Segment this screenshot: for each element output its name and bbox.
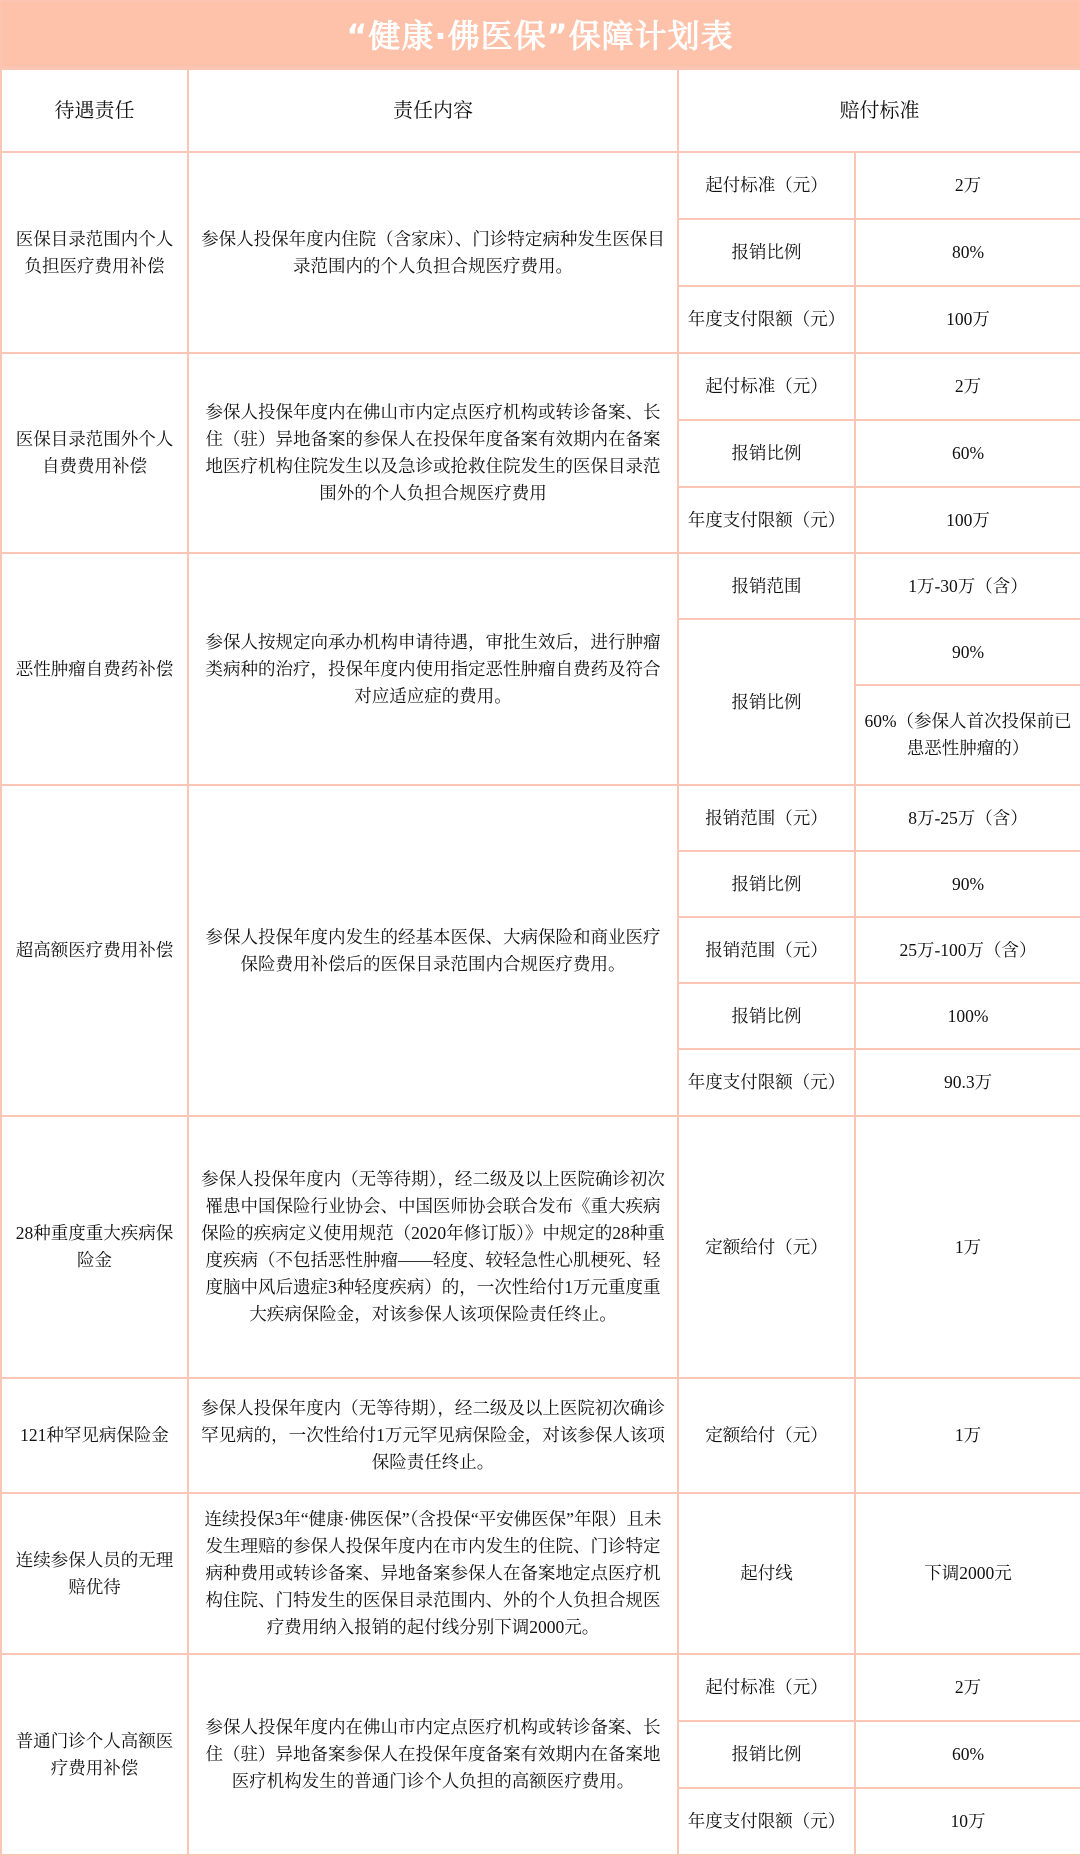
standard-label: 定额给付（元） bbox=[678, 1378, 855, 1493]
standard-label: 起付标准（元） bbox=[678, 353, 855, 420]
standard-value: 60%（参保人首次投保前已患恶性肿瘤的） bbox=[855, 685, 1080, 785]
coverage-table bbox=[0, 68, 1080, 1856]
benefit-name: 医保目录范围内个人负担医疗费用补偿 bbox=[1, 152, 188, 353]
standard-value: 60% bbox=[855, 1721, 1080, 1788]
benefit-name: 普通门诊个人高额医疗费用补偿 bbox=[1, 1654, 188, 1855]
standard-label: 报销比例 bbox=[678, 219, 855, 286]
header-standard: 赔付标准 bbox=[678, 69, 1080, 152]
standard-value: 2万 bbox=[855, 152, 1080, 219]
standard-value: 2万 bbox=[855, 1654, 1080, 1721]
benefit-name: 28种重度重大疾病保险金 bbox=[1, 1116, 188, 1378]
benefit-name: 连续参保人员的无理赔优待 bbox=[1, 1493, 188, 1654]
benefit-name: 超高额医疗费用补偿 bbox=[1, 785, 188, 1116]
standard-label: 年度支付限额（元） bbox=[678, 487, 855, 553]
standard-label: 报销比例 bbox=[678, 1721, 855, 1788]
standard-label: 报销比例 bbox=[678, 420, 855, 487]
standard-value: 100% bbox=[855, 983, 1080, 1049]
standard-value: 100万 bbox=[855, 487, 1080, 553]
table-row bbox=[1, 1378, 1080, 1493]
standard-value: 90.3万 bbox=[855, 1049, 1080, 1116]
standard-value: 下调2000元 bbox=[855, 1493, 1080, 1654]
benefit-content: 参保人投保年度内在佛山市内定点医疗机构或转诊备案、长住（驻）异地备案参保人在投保年度备案有效期内在备案地医疗机构发生的普通门诊个人负担的高额医疗费用。 bbox=[188, 1654, 678, 1855]
benefit-content: 连续投保3年“健康·佛医保”（含投保“平安佛医保”年限）且未发生理赔的参保人投保年度内在市内发生的住院、门诊特定病种费用或转诊备案、异地备案参保人在备案地定点医疗机构住院、门特发生的医保目录范围内、外的个人负担合规医疗费用纳入报销的起付线分别下调2000元。 bbox=[188, 1493, 678, 1654]
standard-label: 定额给付（元） bbox=[678, 1116, 855, 1378]
table-row bbox=[1, 353, 1080, 420]
benefit-content: 参保人投保年度内住院（含家床）、门诊特定病种发生医保目录范围内的个人负担合规医疗费用。 bbox=[188, 152, 678, 353]
benefit-content: 参保人投保年度内（无等待期），经二级及以上医院初次确诊罕见病的，一次性给付1万元罕见病保险金，对该参保人该项保险责任终止。 bbox=[188, 1378, 678, 1493]
table-row bbox=[1, 553, 1080, 619]
table-row bbox=[1, 1654, 1080, 1721]
standard-value: 80% bbox=[855, 219, 1080, 286]
standard-label: 年度支付限额（元） bbox=[678, 1049, 855, 1116]
standard-value: 90% bbox=[855, 851, 1080, 917]
standard-value: 10万 bbox=[855, 1788, 1080, 1855]
standard-label: 报销范围（元） bbox=[678, 917, 855, 983]
standard-value: 1万 bbox=[855, 1378, 1080, 1493]
standard-label: 年度支付限额（元） bbox=[678, 286, 855, 353]
table-title: “健康·佛医保”保障计划表 bbox=[0, 0, 1080, 68]
benefit-content: 参保人按规定向承办机构申请待遇，审批生效后，进行肿瘤类病种的治疗，投保年度内使用指定恶性肿瘤自费药及符合对应适应症的费用。 bbox=[188, 553, 678, 785]
standard-label: 报销比例 bbox=[678, 983, 855, 1049]
standard-value: 1万-30万（含） bbox=[855, 553, 1080, 619]
benefit-content: 参保人投保年度内（无等待期），经二级及以上医院确诊初次罹患中国保险行业协会、中国医师协会联合发布《重大疾病保险的疾病定义使用规范（2020年修订版）》中规定的28种重度疾病（不包括恶性肿瘤——轻度、较轻急性心肌梗死、轻度脑中风后遗症3种轻度疾病）的，一次性给付1万元重度重大疾病保险金，对该参保人该项保险责任终止。 bbox=[188, 1116, 678, 1378]
standard-label: 报销范围 bbox=[678, 553, 855, 619]
table-row bbox=[1, 1493, 1080, 1654]
benefit-name: 医保目录范围外个人自费费用补偿 bbox=[1, 353, 188, 553]
standard-value: 2万 bbox=[855, 353, 1080, 420]
benefit-name: 恶性肿瘤自费药补偿 bbox=[1, 553, 188, 785]
header-row bbox=[1, 69, 1080, 152]
standard-value: 100万 bbox=[855, 286, 1080, 353]
standard-label: 报销比例 bbox=[678, 851, 855, 917]
standard-label: 报销范围（元） bbox=[678, 785, 855, 851]
standard-value: 8万-25万（含） bbox=[855, 785, 1080, 851]
table-row bbox=[1, 152, 1080, 219]
standard-label: 起付标准（元） bbox=[678, 152, 855, 219]
standard-value: 1万 bbox=[855, 1116, 1080, 1378]
benefit-content: 参保人投保年度内发生的经基本医保、大病保险和商业医疗保险费用补偿后的医保目录范围内合规医疗费用。 bbox=[188, 785, 678, 1116]
header-benefit: 待遇责任 bbox=[1, 69, 188, 152]
table-row bbox=[1, 785, 1080, 851]
standard-value: 90% bbox=[855, 619, 1080, 685]
standard-label: 年度支付限额（元） bbox=[678, 1788, 855, 1855]
table-row bbox=[1, 1116, 1080, 1378]
standard-value: 25万-100万（含） bbox=[855, 917, 1080, 983]
benefit-name: 121种罕见病保险金 bbox=[1, 1378, 188, 1493]
header-content: 责任内容 bbox=[188, 69, 678, 152]
standard-value: 60% bbox=[855, 420, 1080, 487]
benefit-content: 参保人投保年度内在佛山市内定点医疗机构或转诊备案、长住（驻）异地备案的参保人在投保年度备案有效期内在备案地医疗机构住院发生以及急诊或抢救住院发生的医保目录范围外的个人负担合规医疗费用 bbox=[188, 353, 678, 553]
standard-label: 报销比例 bbox=[678, 619, 855, 785]
standard-label: 起付线 bbox=[678, 1493, 855, 1654]
standard-label: 起付标准（元） bbox=[678, 1654, 855, 1721]
